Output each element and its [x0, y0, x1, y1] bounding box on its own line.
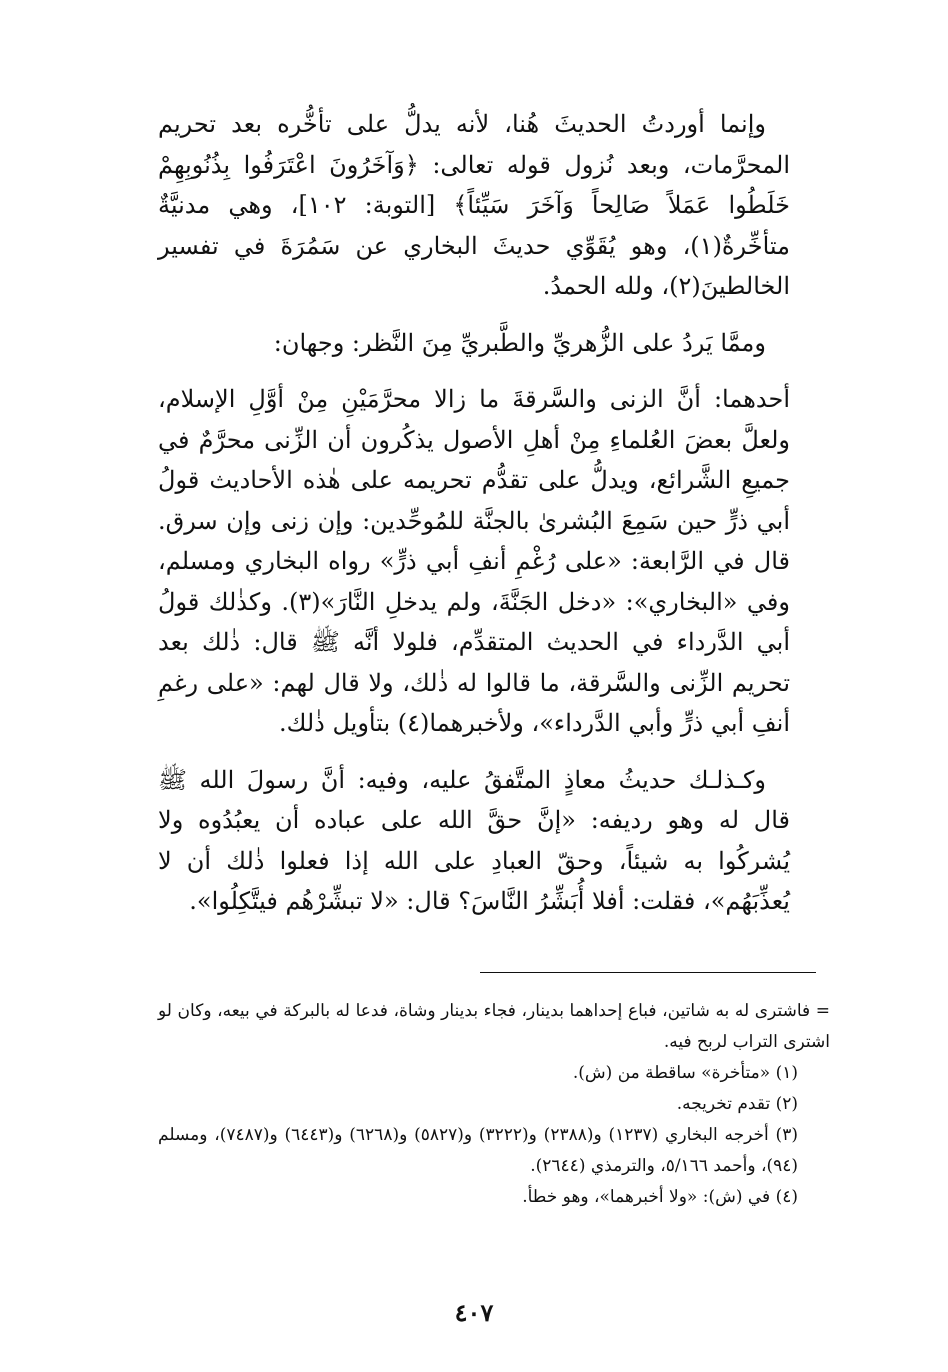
- paragraph-3: أحدهما: أنَّ الزنى والسَّرقةَ ما زالا محرَّمَيْنِ مِنْ أوَّلِ الإسلام، ولعلَّ بعضَ العُلماءِ مِنْ أهلِ الأصول يذكُرون أن الزِّنى محرَّمٌ في جميعِ الشَّرائع، ويدلُّ على تقدُّم تحريمه على هٰذه الأحاديث قولُ أبي ذرٍّ حين سَمِعَ البُشرىٰ بالجنَّة للمُوحِّدين: وإن زنى وإن سرق. قال في الرَّابعة: «على رُغْمِ أنفِ أبي ذرٍّ» رواه البخاري ومسلم، وفي «البخاري»: «دخل الجَنَّةَ، ولم يدخلِ النَّارَ»(٣). وكذٰلك قولُ أبي الدَّرداء في الحديث المتقدِّم، فلولا أنَّه ﷺ قال: ذٰلك بعد تحريم الزِّنى والسَّرقة، ما قالوا له ذٰلك، ولا قال لهم: «على رغمِ أنفِ أبي ذرٍّ وأبي الدَّرداء»، ولأخبرهما(٤) بتأويل ذٰلك.: [158, 385, 791, 737]
- footnote-continuation: = فاشترى له به شاتين، فباع إحداهما بدينار، فجاء بدينار وشاة، فدعا له بالبركة في بيعه، وكان لو اشترى التراب لربح فيه.: [158, 1001, 830, 1052]
- footnote-2: (٢) تقدم تخريجه.: [676, 1094, 798, 1114]
- footnote-separator: [480, 972, 816, 973]
- main-text: [158, 104, 790, 922]
- page-number: ٤٠٧: [454, 1298, 494, 1327]
- footnote-3: (٣) أخرجه البخاري (١٢٣٧) و(٢٣٨٨) و(٣٢٢٢) و(٥٨٢٧) و(٦٢٦٨) و(٦٤٤٣) و(٧٤٨٧)، ومسلم (٩٤)، وأحمد ٥/١٦٦، والترمذي (٢٦٤٤).: [158, 1125, 798, 1176]
- footnotes: [158, 996, 830, 1213]
- footnote-4: (٤) في (ش): «ولا أخبرهما»، وهو خطأ.: [522, 1187, 798, 1207]
- paragraph-1: وإنما أوردتُ الحديثَ هُنا، لأنه يدلُّ على تأخُّره بعد تحريم المحرَّمات، وبعد نُزول قوله تعالى: ﴿وَآخَرُونَ اعْتَرَفُوا بِذُنُوبِهِمْ خَلَطُوا عَمَلاً صَالِحاً وَآخَرَ سَيِّئاً﴾ [التوبة: ١٠٢]، وهي مدنيَّةٌ متأخِّرةٌ(١)، وهو يُقَوِّي حديثَ البخاري عن سَمُرَةَ في تفسير الخالطينَ(٢)، ولله الحمدُ.: [158, 110, 790, 300]
- paragraph-2: وممَّا يَردُ على الزُّهريِّ والطَّبريِّ مِنَ النَّظر: وجهان:: [273, 328, 766, 357]
- footnote-1: (١) «متأخرة» ساقطة من (ش).: [572, 1063, 798, 1083]
- paragraph-4: وكـذلـك حديثُ معاذٍ المتَّفقُ عليه، وفيه: أنَّ رسولَ الله ﷺ قال له وهو رديفه: «إنَّ حقَّ الله على عباده أن يعبُدُوه ولا يُشركُوا به شيئاً، وحقّ العبادِ على الله إذا فعلوا ذٰلك أن لا يُعذِّبَهُم»، فقلت: أفلا أُبَشِّرُ النَّاسَ؟ قال: «لا تبشِّرْهُم فيتَّكِلُوا».: [158, 765, 791, 915]
